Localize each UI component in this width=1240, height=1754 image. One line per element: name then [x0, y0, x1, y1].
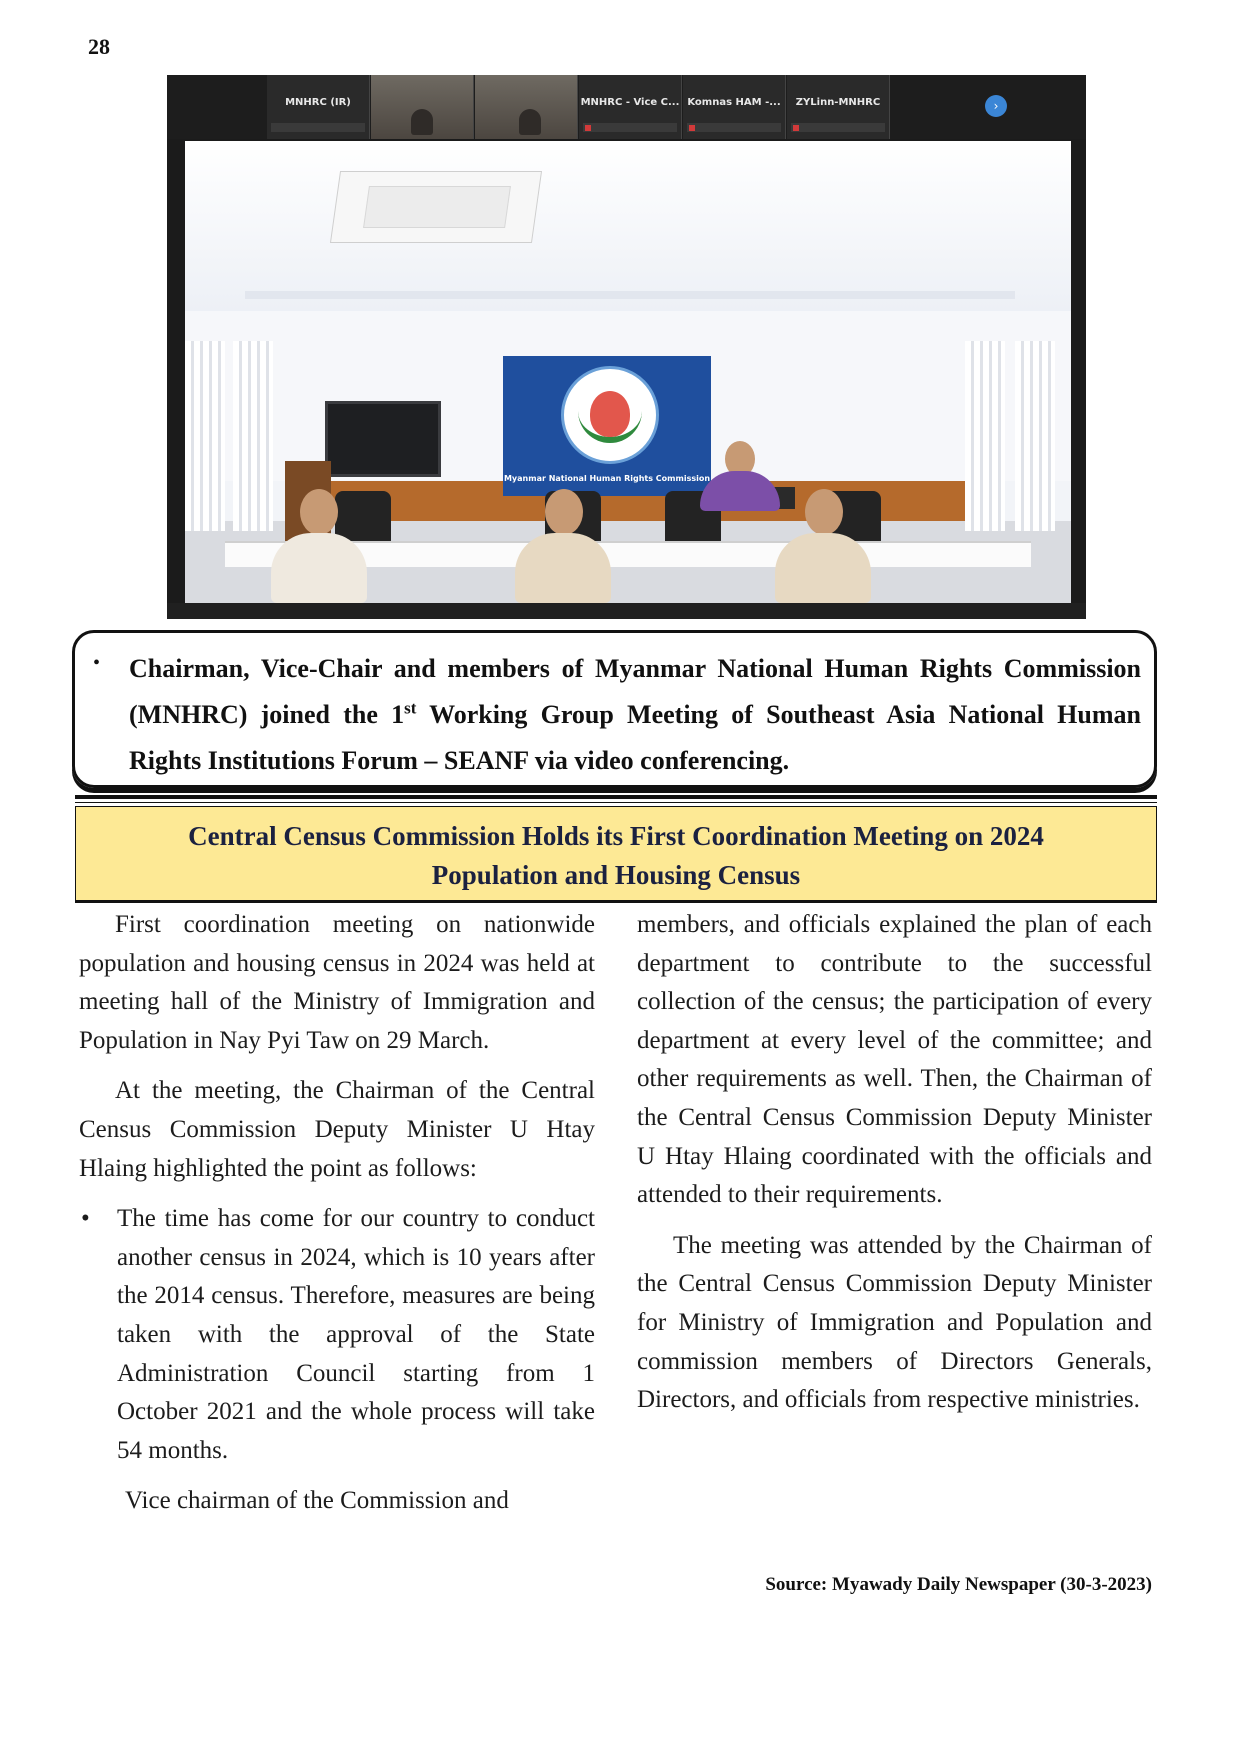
wall-tv: [325, 401, 441, 477]
curtain: [185, 341, 225, 531]
participant-video-thumbnail: [371, 75, 474, 139]
participant-thumbnail: [579, 75, 682, 139]
article-bullet-item: [79, 1200, 595, 1470]
curtain: [233, 341, 273, 531]
article-column-right: [637, 906, 1152, 1420]
article-source: Source: Myawady Daily Newspaper (30-3-2023): [765, 1574, 1152, 1595]
video-conference-participant-bar: [167, 75, 1086, 139]
muted-mic-icon: [585, 125, 591, 131]
photo-caption-box: [72, 630, 1157, 788]
participant-person: [515, 533, 611, 603]
article-column-left: [79, 906, 595, 1521]
muted-mic-icon: [689, 125, 695, 131]
meeting-room-scene: [185, 141, 1071, 619]
article-paragraph: At the meeting, the Chairman of the Central Census Commission Deputy Minister U Htay Hlaing highlighted the point as follows:: [79, 1077, 595, 1182]
curtain: [1015, 341, 1055, 531]
mnhrc-emblem-icon: [561, 366, 659, 464]
ceiling-air-conditioner: [330, 171, 542, 243]
bullet-icon: •: [81, 1205, 90, 1233]
divider-rule: [75, 802, 1157, 803]
curtain: [965, 341, 1005, 531]
article-paragraph: First coordination meeting on nationwide population and housing census in 2024 was held at meeting hall of the Ministry of Immigration and Population in Nay Pyi Taw on 29 March.: [79, 911, 595, 1054]
banner-text: Myanmar National Human Rights Commission: [503, 474, 711, 483]
participant-thumbnail: [683, 75, 786, 139]
participant-thumbnail: [787, 75, 890, 139]
video-conference-control-bar: [167, 603, 1086, 619]
participant-name: Komnas HAM -...: [687, 97, 781, 108]
article-paragraph: The meeting was attended by the Chairman of the Central Census Commission Deputy Minister for Ministry of Immigration and Population and commission members of Directors Generals, Directors, and officials from respective ministries.: [637, 1231, 1152, 1414]
bullet-text: The time has come for our country to conduct another census in 2024, which is 10 years after the 2014 census. Therefore, measures are being taken with the approval of the State Administration Council starting from 1 October 2021 and the whole process will take 54 months.: [117, 1205, 595, 1464]
participant-person: [775, 533, 871, 603]
meeting-photo: [167, 75, 1086, 619]
photo-caption: Chairman, Vice-Chair and members of Myanmar National Human Rights Commission (MNHRC) joined the 1st Working Group Meeting of Southeast Asia National Human Rights Institutions Forum – SEANF via video conferencing.: [129, 654, 1141, 775]
participant-name: MNHRC - Vice C...: [580, 97, 680, 108]
article-paragraph: members, and officials explained the plan of each department to contribute to the successful collection of the census; the participation of every department at every level of the committee; and other requirements as well. Then, the Chairman of the Central Census Commission Deputy Minister U Htay Hlaing coordinated with the officials and attended to their requirements.: [637, 911, 1152, 1209]
muted-mic-icon: [793, 125, 799, 131]
page-number: 28: [88, 34, 110, 59]
headline-banner: [75, 806, 1157, 903]
article-paragraph: Vice chairman of the Commission and: [125, 1487, 509, 1515]
participant-thumbnail: [267, 75, 370, 139]
divider-rule: [75, 795, 1157, 799]
commission-banner: [503, 356, 711, 496]
participant-name: MNHRC (IR): [285, 97, 351, 108]
article-headline: Central Census Commission Holds its First Coordination Meeting on 2024 Population and Housing Census: [188, 821, 1044, 890]
next-participants-icon: ›: [985, 95, 1007, 117]
participant-person: [271, 533, 367, 603]
participant-name: ZYLinn-MNHRC: [795, 97, 881, 108]
participant-video-thumbnail: [475, 75, 578, 139]
bullet-icon: •: [93, 652, 101, 674]
